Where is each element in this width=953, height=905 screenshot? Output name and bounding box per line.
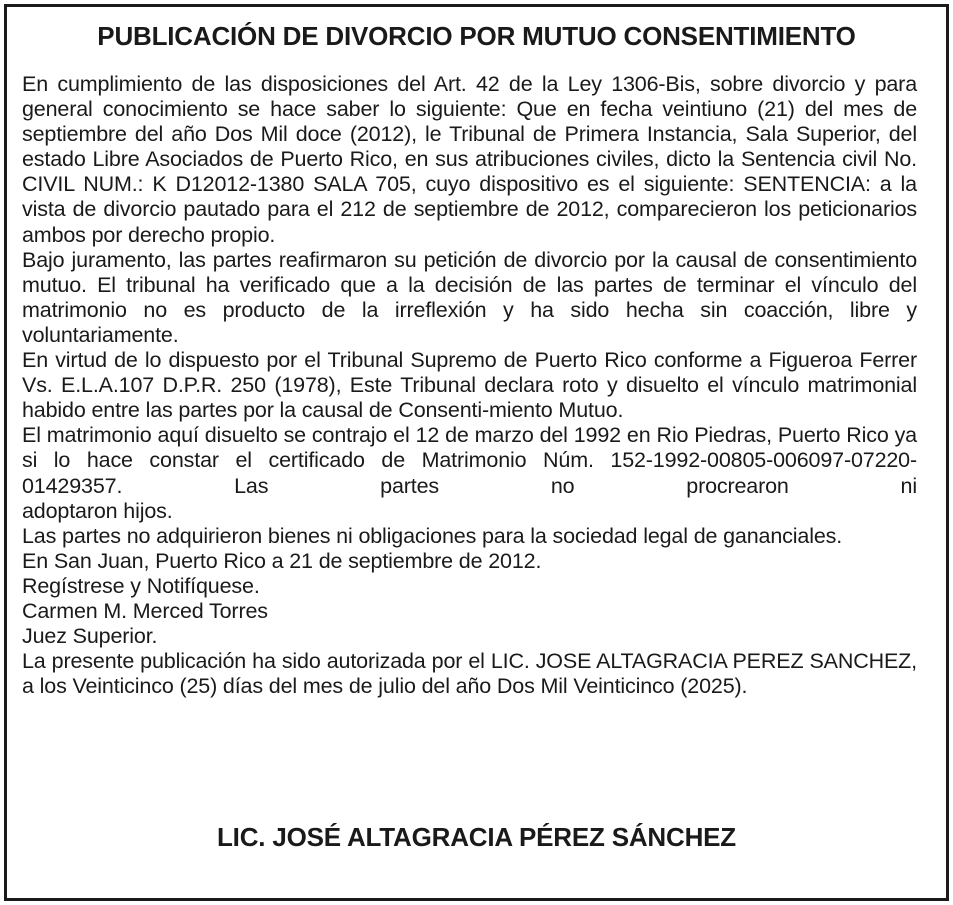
paragraph-declaration: En virtud de lo dispuesto por el Tribunal Supremo de Puerto Rico conforme a Figueroa Ferrer Vs. E.L.A.107 D.P.R. 250 (1978), Este Tribunal declara roto y disuelto el vínculo matrimonial habido entre las partes por la causal de Consenti-miento Mutuo.: [22, 348, 917, 423]
paragraph-marriage-details-end: adoptaron hijos.: [22, 498, 173, 523]
paragraph-place-date: En San Juan, Puerto Rico a 21 de septiembre de 2012.: [22, 548, 542, 573]
judge-title: Juez Superior.: [22, 624, 158, 649]
paragraph-assets: Las partes no adquirieron bienes ni obligaciones para la sociedad legal de gananciales.: [22, 523, 843, 548]
paragraph-oath: Bajo juramento, las partes reafirmaron su petición de divorcio por la causal de consentimiento mutuo. El tribunal ha verificado que a la decisión de las partes de terminar el vínculo del matrimonio no es producto de la irreflexión y ha sido hecha sin coacción, libre y voluntariamente.: [22, 247, 917, 347]
judge-name: Carmen M. Merced Torres: [22, 598, 268, 623]
signature-name: LIC. JOSÉ ALTAGRACIA PÉREZ SÁNCHEZ: [216, 822, 736, 852]
paragraph-sentence-info: En cumplimiento de las disposiciones del Art. 42 de la Ley 1306-Bis, sobre divorcio y para general conocimiento se hace saber lo siguiente: Que en fecha veintiuno (21) del mes de septiembre del año Dos Mil doce (2012), le Tribunal de Primera Instancia, Sala Superior, del estado Libre Asociados de Puerto Rico, en sus atribuciones civiles, dicto la Sentencia civil No. CIVIL NUM.: K D12012-1380 SALA 705, cuyo dispositivo es el siguiente: SENTENCIA: a la vista de divorcio pautado para el 212 de septiembre de 2012, comparecieron los peticionarios ambos por derecho propio.: [22, 72, 917, 247]
paragraph-register: Regístrese y Notifíquese.: [22, 573, 260, 598]
paragraph-authorization: La presente publicación ha sido autorizada por el LIC. JOSE ALTAGRACIA PEREZ SANCHEZ, a los Veinticinco (25) días del mes de julio del año Dos Mil Veinticinco (2025).: [22, 649, 917, 699]
notice-body: [22, 72, 917, 699]
notice-title: PUBLICACIÓN DE DIVORCIO POR MUTUO CONSENTIMIENTO: [97, 21, 856, 51]
paragraph-marriage-details: El matrimonio aquí disuelto se contrajo el 12 de marzo del 1992 en Rio Piedras, Puerto Rico ya si lo hace constar el certificado de Matrimonio Núm. 152-1992-00805-006097-07220-01429357. Las partes no procrearon ni: [22, 423, 917, 498]
